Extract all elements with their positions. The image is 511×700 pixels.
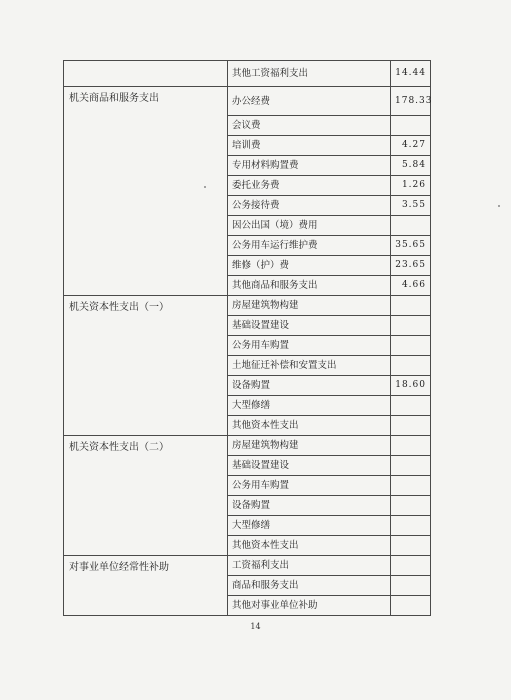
table-row xyxy=(64,556,431,576)
item-name-cell: 其他对事业单位补助 xyxy=(228,596,391,616)
amount-cell xyxy=(391,216,431,236)
amount-cell xyxy=(391,436,431,456)
table-row xyxy=(64,436,431,456)
item-name-cell: 房屋建筑物构建 xyxy=(228,296,391,316)
category-cell: 机关资本性支出（二） xyxy=(64,436,228,556)
amount-cell: 4.27 xyxy=(391,136,431,156)
item-name-cell: 商品和服务支出 xyxy=(228,576,391,596)
item-name-cell: 土地征迁补偿和安置支出 xyxy=(228,356,391,376)
table-row xyxy=(64,87,431,116)
item-name-cell: 维修（护）费 xyxy=(228,256,391,276)
amount-cell: 35.65 xyxy=(391,236,431,256)
amount-cell xyxy=(391,456,431,476)
amount-cell xyxy=(391,536,431,556)
item-name-cell: 其他商品和服务支出 xyxy=(228,276,391,296)
item-name-cell: 设备购置 xyxy=(228,376,391,396)
item-name-cell: 委托业务费 xyxy=(228,176,391,196)
amount-cell xyxy=(391,476,431,496)
item-name-cell: 专用材料购置费 xyxy=(228,156,391,176)
amount-cell: 4.66 xyxy=(391,276,431,296)
amount-cell xyxy=(391,556,431,576)
item-name-cell: 其他资本性支出 xyxy=(228,536,391,556)
budget-table-body xyxy=(64,61,431,616)
page-number: 14 xyxy=(250,622,261,631)
table-row xyxy=(64,296,431,316)
item-name-cell: 大型修缮 xyxy=(228,396,391,416)
amount-cell xyxy=(391,416,431,436)
item-name-cell: 公务接待费 xyxy=(228,196,391,216)
item-name-cell: 培训费 xyxy=(228,136,391,156)
item-name-cell: 其他工资福利支出 xyxy=(228,61,391,87)
item-name-cell: 会议费 xyxy=(228,116,391,136)
scan-speck xyxy=(204,186,206,188)
item-name-cell: 基础设置建设 xyxy=(228,456,391,476)
item-name-cell: 办公经费 xyxy=(228,87,391,116)
item-name-cell: 公务用车运行维护费 xyxy=(228,236,391,256)
amount-cell xyxy=(391,496,431,516)
amount-cell xyxy=(391,596,431,616)
item-name-cell: 公务用车购置 xyxy=(228,476,391,496)
item-name-cell: 因公出国（境）费用 xyxy=(228,216,391,236)
category-cell: 对事业单位经常性补助 xyxy=(64,556,228,616)
item-name-cell: 房屋建筑物构建 xyxy=(228,436,391,456)
budget-table xyxy=(63,60,431,616)
amount-cell: 5.84 xyxy=(391,156,431,176)
amount-cell: 178.33 xyxy=(391,87,431,116)
amount-cell xyxy=(391,296,431,316)
amount-cell: 3.55 xyxy=(391,196,431,216)
amount-cell xyxy=(391,316,431,336)
item-name-cell: 大型修缮 xyxy=(228,516,391,536)
amount-cell xyxy=(391,516,431,536)
item-name-cell: 设备购置 xyxy=(228,496,391,516)
amount-cell: 23.65 xyxy=(391,256,431,276)
amount-cell xyxy=(391,576,431,596)
amount-cell: 18.60 xyxy=(391,376,431,396)
amount-cell xyxy=(391,396,431,416)
item-name-cell: 基础设置建设 xyxy=(228,316,391,336)
category-cell: 机关资本性支出（一） xyxy=(64,296,228,436)
item-name-cell: 公务用车购置 xyxy=(228,336,391,356)
item-name-cell: 其他资本性支出 xyxy=(228,416,391,436)
table-row xyxy=(64,61,431,87)
amount-cell xyxy=(391,356,431,376)
category-cell xyxy=(64,61,228,87)
amount-cell: 1.26 xyxy=(391,176,431,196)
amount-cell xyxy=(391,116,431,136)
amount-cell: 14.44 xyxy=(391,61,431,87)
amount-cell xyxy=(391,336,431,356)
scan-speck xyxy=(498,205,500,207)
item-name-cell: 工资福利支出 xyxy=(228,556,391,576)
category-cell: 机关商品和服务支出 xyxy=(64,87,228,296)
